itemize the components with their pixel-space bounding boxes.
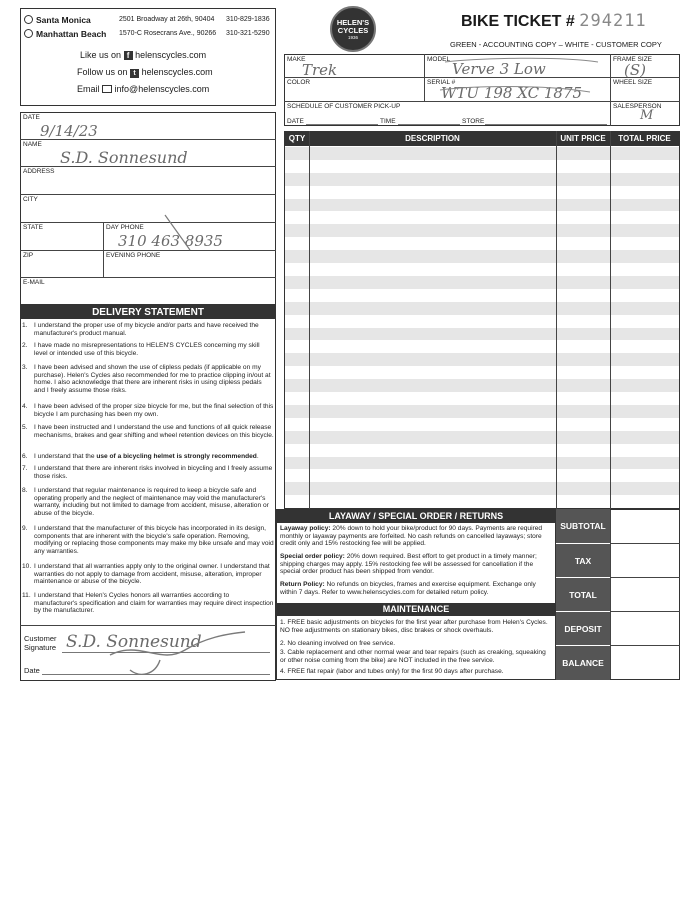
city-label: CITY [23,196,38,203]
delivery-item [22,453,274,461]
item-number: 5. [22,424,28,431]
day-phone-field[interactable]: 310 463 8935 [118,232,223,250]
item-text: I understand the proper use of my bicycle and/or parts and have received the manufacturer's product manual. [34,322,259,337]
table-row[interactable] [285,405,679,418]
item-text: FREE basic adjustments on bicycles for the first year after purchase from Helen's Cycles. NO free adjustments on stationary bikes, disc brakes or shock overhauls. [280,619,548,634]
table-row[interactable] [285,444,679,457]
special-order-label: Special order policy: [280,553,345,560]
date-label: DATE [23,114,40,121]
item-text: I have been advised of the proper size bicycle for me, but the final selection of this bicycle I am purchasing has been my own. [34,403,274,418]
facebook-icon: f [124,51,133,60]
description-header: DESCRIPTION [405,134,460,143]
layaway-policy [280,525,552,548]
logo-est: 1936 [347,35,358,40]
balance-field[interactable] [611,646,679,679]
delivery-item [22,403,274,418]
make-field[interactable]: Trek [302,61,338,79]
item-number: 8. [22,487,28,494]
facebook-link[interactable]: helenscycles.com [135,50,207,60]
salesperson-field[interactable]: M [640,108,654,123]
signature-label: Customer Signature [24,634,57,652]
delivery-item [22,322,274,337]
table-row[interactable] [285,457,679,470]
special-order-policy [280,553,552,576]
facebook-prefix: Like us on [80,50,122,60]
pickup-date-label: DATE [287,118,304,125]
unit-price-header: UNIT PRICE [560,134,606,143]
model-label: MODEL [427,56,451,63]
item-text: . [256,453,259,460]
item-number: 4. [22,403,28,410]
delivery-item [22,563,274,586]
layaway-policy-text: 20% down to hold your bike/product for 90 days. Payments are required monthly or layaway payments are forfeited. No cash refunds on cancelled layaways; store credit only and 15% restocking fee will be applied. [280,525,543,548]
maintenance-item [280,619,552,634]
copy-note: GREEN - ACCOUNTING COPY – WHITE - CUSTOMER COPY [450,40,662,49]
table-row[interactable] [285,366,679,379]
item-number: 3. [22,364,28,371]
item-number: 2. [280,640,286,647]
tax-label: TAX [556,543,610,577]
store-phone: 310-829-1836 [226,16,270,23]
item-number: 2. [22,342,28,349]
item-text: No cleaning involved on free service. [287,640,396,647]
delivery-item [22,592,274,615]
subtotal-label: SUBTOTAL [556,509,610,543]
signature-date-label: Date [24,666,40,675]
maintenance-item [280,668,552,676]
table-row[interactable] [285,392,679,405]
name-label: NAME [23,141,42,148]
return-policy-label: Return Policy: [280,581,325,588]
special-order-text: 20% down required. Best effort to get product in a timely manner; shipping charges may apply. 15% restocking fee will be assessed for cancellation if the special order product has been shipped from vendor. [280,553,537,576]
delivery-item [22,465,274,480]
logo-text-bottom: CYCLES [337,26,369,35]
total-field[interactable] [611,578,679,610]
table-row[interactable] [285,353,679,366]
return-policy [280,581,552,596]
state-label: STATE [23,224,43,231]
twitter-link[interactable]: helenscycles.com [141,67,213,77]
layaway-title: LAYAWAY / SPECIAL ORDER / RETURNS [277,510,555,523]
pickup-store-label: STORE [462,118,485,125]
item-text: I have been instructed and I understand the use and functions of all quick release mechanisms, brakes and gear shifting and wheel retention devices on this bicycle. [34,424,274,439]
ticket-number: 294211 [579,11,647,31]
store-address: 1570-C Rosecrans Ave., 90266 [119,30,217,37]
item-text-bold: use of a bicycling helmet is strongly recommended [96,453,257,460]
delivery-item [22,487,274,517]
return-policy-text: No refunds on bicycles, frames and exercise equipment. Exchange only within 7 days. Refer to www.helenscycles.com for detailed return policy. [280,581,536,596]
wheel-size-label: WHEEL SIZE [613,79,653,86]
table-row[interactable] [285,341,679,354]
balance-label: BALANCE [556,645,610,680]
color-label: COLOR [287,79,311,86]
item-number: 11. [22,592,31,599]
email-label: E-MAIL [23,279,45,286]
twitter-icon: t [130,69,139,78]
item-number: 10. [22,563,32,570]
item-number: 9. [22,525,28,532]
item-number: 1. [280,619,286,626]
frame-size-field[interactable]: (S) [624,61,646,79]
item-number: 1. [22,322,28,329]
table-row[interactable] [285,495,679,508]
store-name: Santa Monica [36,15,91,25]
deposit-field[interactable] [611,612,679,644]
store-address: 2501 Broadway at 26th, 90404 [119,16,215,23]
email-link[interactable]: info@helenscycles.com [114,84,210,94]
handwriting-strokes [0,0,694,300]
maintenance-item [280,649,552,664]
logo-text-top: HELEN'S [336,18,370,27]
signature-flourish [100,620,250,680]
table-row[interactable] [285,418,679,431]
model-field[interactable]: Verve 3 Low [452,60,546,78]
item-text: I understand that Helen's Cycles honors all warranties according to manufacturer's specification and claim for warranties may require direct inspection by the manufacturer. [34,592,274,615]
store-phone: 310-321-5290 [226,30,270,37]
delivery-statement-title: DELIVERY STATEMENT [21,306,275,319]
maintenance-title: MAINTENANCE [277,603,555,616]
item-text: I understand that regular maintenance is required to keep a bicycle safe and operating properly and the neglect of maintenance may void the manufacturer's warranty, including but not limited to damage from accident, misuse, alteration or abuse of the bicycle. [34,487,269,517]
date-field[interactable]: 9/14/23 [40,122,98,140]
tax-field[interactable] [611,544,679,576]
name-field[interactable]: S.D. Sonnesund [60,148,188,167]
twitter-prefix: Follow us on [77,67,128,77]
store-name: Manhattan Beach [36,29,107,39]
maintenance-item [280,640,552,648]
table-row[interactable] [285,379,679,392]
zip-label: ZIP [23,252,34,259]
ticket-title-label: BIKE TICKET # [461,13,575,30]
table-row[interactable] [285,302,679,315]
item-text: I have made no misrepresentations to HELEN'S CYCLES concerning my skill level or intended use of this bicycle. [34,342,260,357]
subtotal-field[interactable] [611,510,679,542]
delivery-item [22,424,274,439]
item-text: Cable replacement and other normal wear and tear repairs (such as creaking, squeaking or other noise coming from the bike) are NOT included in the free service. [280,649,546,664]
signature-field[interactable]: S.D. Sonnesund [66,632,202,652]
item-text: I understand that the [34,453,97,460]
item-text: I understand that there are inherent risks involved in bicycling and I freely assume those risks. [34,465,273,480]
delivery-item [22,364,274,394]
pickup-schedule-label: SCHEDULE OF CUSTOMER PICK-UP [287,103,401,110]
item-number: 4. [280,668,286,675]
salesperson-label: SALESPERSON [613,103,662,110]
serial-label: SERIAL # [427,79,456,86]
item-text: FREE flat repair (labor and tubes only) for the first 90 days after purchase. [287,668,504,675]
address-label: ADDRESS [23,168,55,175]
serial-field[interactable]: WTU 198 XC 1875 [441,84,583,102]
pickup-time-label: TIME [380,118,396,125]
table-row[interactable] [285,470,679,483]
evening-phone-label: EVENING PHONE [106,252,161,259]
item-text: I have been advised and shown the use of clipless pedals (if applicable on my purchase). Helen's Cycles also recommended for me to practice clipping in/out at home. I also acknowledge that there are inherent risks in using clipless pedals and I freely assume those risks. [34,364,271,394]
delivery-item [22,342,274,357]
table-row[interactable] [285,431,679,444]
table-row[interactable] [285,315,679,328]
total-price-header: TOTAL PRICE [618,134,671,143]
qty-header: QTY [288,134,306,143]
deposit-label: DEPOSIT [556,611,610,645]
item-number: 7. [22,465,28,472]
table-row[interactable] [285,482,679,495]
email-prefix: Email [77,84,100,94]
item-text: I understand that the manufacturer of this bicycle has incorporated in its design, components that are inherent with the bicycle's safe operation. Removing, modifying or replacing those components may make my bike unsafe and may void any warranties. [34,525,274,555]
frame-size-label: FRAME SIZE [613,56,653,63]
item-number: 6. [22,453,28,460]
layaway-policy-label: Layaway policy: [280,525,331,532]
delivery-item [22,525,274,555]
table-row[interactable] [285,328,679,341]
item-text: I understand that all warranties apply only to the original owner. I understand that warranties do not apply to damage from accident, misuse, alteration, improper maintenance or abuse of the bicycle. [34,563,270,586]
item-number: 3. [280,649,286,656]
make-label: MAKE [287,56,306,63]
day-phone-label: DAY PHONE [106,224,144,231]
total-label: TOTAL [556,577,610,611]
